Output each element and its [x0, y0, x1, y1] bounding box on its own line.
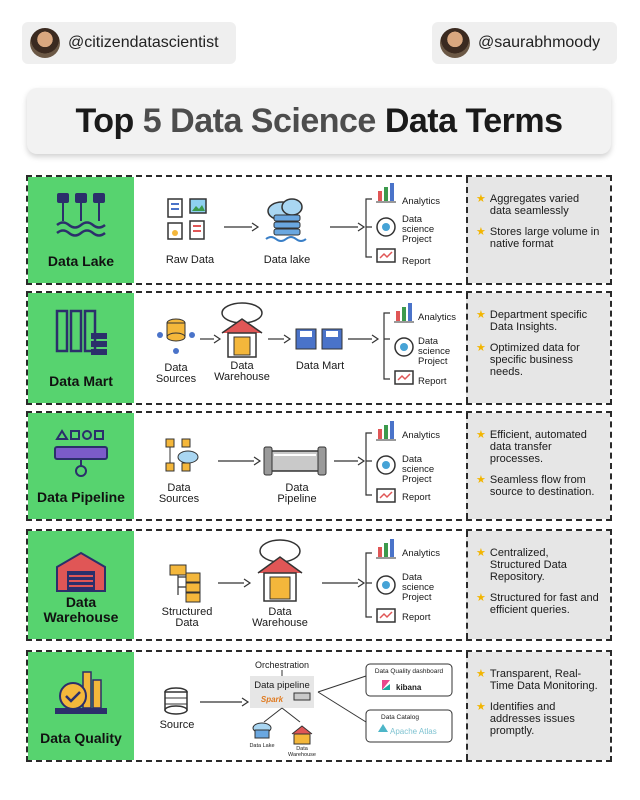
star-icon: ★: [476, 193, 486, 205]
output-report: Report: [402, 612, 431, 623]
output-report: Report: [402, 492, 431, 503]
benefit-item: ★ Stores large volume in native format: [476, 226, 600, 250]
flow-label: Raw Data: [165, 254, 215, 266]
flow-label: Source: [159, 719, 195, 731]
benefits-panel: [466, 177, 610, 283]
flow-diagram: [134, 531, 468, 639]
benefit-item: ★ Efficient, automated data transfer processes.: [476, 429, 587, 465]
lake-cloud-icon: [266, 199, 306, 241]
warehouse-icon: [292, 726, 312, 744]
output-analytics: Analytics: [402, 196, 441, 207]
flow-label: Data Mart: [295, 360, 345, 372]
handle-text: @saurabhmoody: [478, 34, 601, 51]
pipeline-icon: [264, 447, 326, 475]
output-analytics: Analytics: [402, 430, 441, 441]
row-data-quality: [26, 650, 612, 762]
row-data-mart: [26, 291, 612, 405]
spark-label: Spark: [260, 695, 284, 704]
data-sources-icon: [166, 439, 198, 471]
lake-label: Data Lake: [249, 743, 275, 749]
benefit-item: ★ Department specific Data Insights.: [476, 309, 588, 333]
term-name: Data Mart: [49, 373, 113, 389]
report-icon: [377, 489, 395, 502]
title-part-3: Data Terms: [384, 101, 563, 140]
term-name: Data Pipeline: [37, 489, 125, 505]
analytics-icon: [376, 421, 396, 440]
lake-icon: [253, 723, 271, 738]
term-panel: [28, 293, 134, 403]
term-panel: [28, 413, 134, 519]
warehouse-cloud-icon: [258, 540, 302, 601]
structured-data-icon: [170, 565, 200, 602]
star-icon: ★: [476, 429, 486, 441]
pipe-icon: [294, 693, 310, 700]
data-mart-icon: [53, 307, 109, 359]
term-panel: [28, 177, 134, 283]
star-icon: ★: [476, 309, 486, 321]
term-panel: [28, 652, 134, 760]
atlas-label: Apache Atlas: [390, 727, 437, 736]
output-analytics: Analytics: [418, 312, 457, 323]
handle-text: @citizendatascientist: [68, 34, 219, 51]
benefit-item: ★ Aggregates varied data seamlessly: [476, 193, 580, 217]
title-part-1: Top: [75, 101, 134, 140]
term-panel: [28, 531, 134, 639]
star-icon: ★: [476, 342, 486, 354]
term-name: Data Quality: [40, 730, 122, 746]
star-icon: ★: [476, 547, 486, 559]
row-data-pipeline: [26, 411, 612, 521]
benefit-item: ★ Optimized data for specific business needs.: [476, 342, 580, 378]
output-analytics: Analytics: [402, 548, 441, 559]
avatar: [30, 28, 60, 58]
page-title: [27, 88, 611, 154]
analytics-icon: [394, 303, 414, 322]
report-icon: [377, 249, 395, 262]
output-project: Data science Project: [402, 214, 435, 245]
flow-label: Data Warehouse: [214, 360, 270, 383]
flow-label: Data Pipeline: [277, 482, 317, 505]
star-icon: ★: [476, 592, 486, 604]
benefit-item: ★ Transparent, Real-Time Data Monitoring.: [476, 668, 598, 692]
orchestration-label: Orchestration: [254, 660, 310, 670]
data-quality-icon: [53, 666, 109, 718]
title-part-2: 5 Data Science: [142, 101, 376, 140]
data-lake-icon: [53, 191, 109, 243]
benefit-item: ★ Structured for fast and efficient queries.: [476, 592, 599, 616]
data-mart-disk-icon: [296, 329, 342, 349]
flow-label: Data Sources: [155, 362, 197, 385]
warehouse-icon: [222, 303, 262, 357]
row-data-lake: [26, 175, 612, 285]
data-pipeline-icon: [53, 427, 109, 479]
benefits-panel: [466, 652, 610, 760]
benefits-panel: [466, 531, 610, 639]
star-icon: ★: [476, 226, 486, 238]
pipeline-label: Data pipeline: [254, 680, 310, 691]
source-db-icon: [165, 688, 187, 714]
report-icon: [377, 609, 395, 622]
report-icon: [395, 371, 413, 384]
output-report: Report: [402, 256, 431, 267]
project-icon: [377, 218, 395, 236]
author-handle-right[interactable]: [432, 22, 617, 64]
benefit-item: ★ Centralized, Structured Data Repository.: [476, 547, 567, 583]
term-name: Data Warehouse: [43, 594, 119, 625]
benefit-item: ★ Seamless flow from source to destination.: [476, 474, 595, 498]
flow-label: Structured Data: [161, 606, 213, 629]
warehouse-icon: [53, 545, 109, 597]
benefits-panel: [466, 413, 610, 519]
project-icon: [377, 456, 395, 474]
star-icon: ★: [476, 668, 486, 680]
flow-label: Data lake: [263, 254, 311, 266]
author-handle-left[interactable]: [22, 22, 236, 64]
analytics-icon: [376, 539, 396, 558]
row-data-warehouse: [26, 529, 612, 641]
flow-diagram: [134, 177, 468, 283]
output-report: Report: [418, 376, 447, 387]
star-icon: ★: [476, 701, 486, 713]
output-project: Data science Project: [402, 572, 435, 603]
warehouse-label: Data Warehouse: [288, 746, 316, 758]
raw-data-icon: [168, 199, 206, 239]
catalog-title: Data Catalog: [381, 714, 419, 721]
benefit-item: ★ Identifies and addresses issues promptly.: [476, 701, 575, 737]
dashboard-title: Data Quality dashboard: [374, 668, 444, 675]
avatar: [440, 28, 470, 58]
kibana-label: kibana: [396, 683, 422, 692]
data-sources-icon: [157, 319, 195, 354]
flow-label: Data Sources: [158, 482, 200, 505]
flow-diagram: [134, 652, 468, 760]
output-project: Data science Project: [418, 336, 451, 367]
output-project: Data science Project: [402, 454, 435, 485]
term-name: Data Lake: [47, 253, 115, 269]
project-icon: [395, 338, 413, 356]
benefits-panel: [466, 293, 610, 403]
star-icon: ★: [476, 474, 486, 486]
project-icon: [377, 576, 395, 594]
flow-label: Data Warehouse: [252, 606, 308, 629]
analytics-icon: [376, 183, 396, 202]
flow-diagram: [134, 293, 468, 403]
flow-diagram: [134, 413, 468, 519]
